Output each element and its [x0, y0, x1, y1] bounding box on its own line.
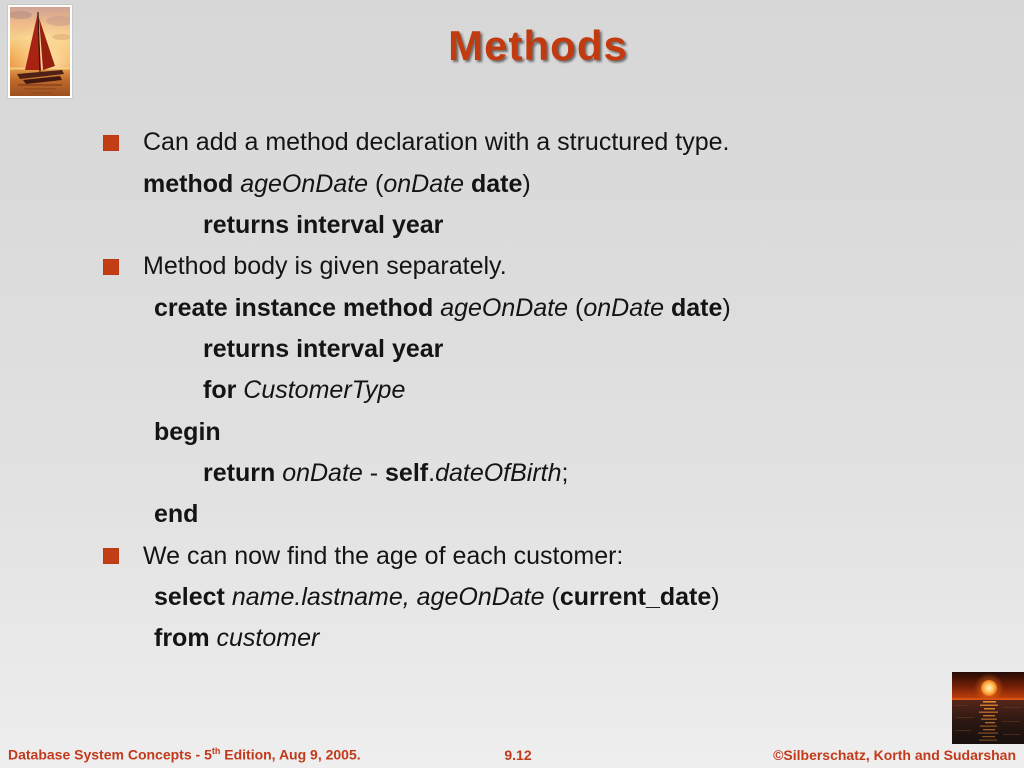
- content-line: [0, 163, 1024, 204]
- content-line-text: from customer: [154, 624, 320, 653]
- content-line-text: returns interval year: [203, 334, 444, 363]
- slide-title: Methods: [448, 22, 628, 69]
- content-line: [0, 453, 1024, 494]
- content-line: [0, 494, 1024, 535]
- footer-book-title-suffix: Edition, Aug 9, 2005.: [220, 747, 361, 763]
- content-line: [0, 535, 1024, 576]
- slide-page-number: 9.12: [504, 747, 532, 763]
- content-line-text: We can now find the age of each customer:: [143, 541, 624, 570]
- content-line-text: method ageOnDate (onDate date): [143, 169, 531, 198]
- content-line-text: for CustomerType: [203, 376, 406, 405]
- content-line-text: select name.lastname, ageOnDate (current_date): [154, 582, 720, 611]
- content-line-text: Method body is given separately.: [143, 252, 507, 281]
- sailboat-illustration: [10, 7, 70, 96]
- content-line: [0, 287, 1024, 328]
- content-line: [0, 618, 1024, 659]
- footer-copyright: ©Silberschatz, Korth and Sudarshan: [773, 747, 1016, 763]
- content-line: [0, 246, 1024, 287]
- content-line: [0, 122, 1024, 163]
- content-line-text: end: [154, 500, 199, 529]
- content-line-text: return onDate - self.dateOfBirth;: [203, 458, 569, 487]
- bullet-marker: [103, 259, 119, 275]
- bullet-marker: [103, 548, 119, 564]
- content-line-text: returns interval year: [203, 210, 444, 239]
- content-line: [0, 411, 1024, 452]
- footer-book-title-prefix: Database System Concepts - 5: [8, 747, 212, 763]
- footer-ordinal-suffix: th: [211, 746, 221, 757]
- content-line-text: Can add a method declaration with a structured type.: [143, 128, 730, 157]
- bullet-marker: [103, 135, 119, 151]
- content-line: [0, 577, 1024, 618]
- content-line-text: create instance method ageOnDate (onDate date): [154, 293, 731, 322]
- sunset-photo: [952, 672, 1024, 744]
- content-line-text: begin: [154, 417, 221, 446]
- sunset-illustration: [952, 672, 1024, 744]
- content-line: [0, 205, 1024, 246]
- slide-content: [0, 122, 1024, 659]
- content-line: [0, 329, 1024, 370]
- content-line: [0, 370, 1024, 411]
